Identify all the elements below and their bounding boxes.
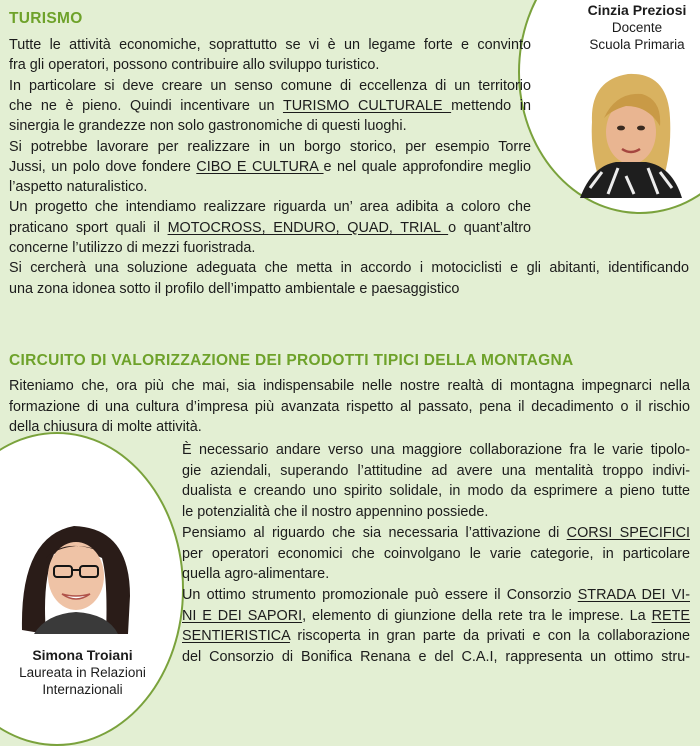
portrait-photo-bottom: [16, 510, 136, 634]
text-segment: quella agro-alimentare.: [182, 566, 330, 583]
text-line: [182, 481, 690, 501]
profile-top-role2: Scuola Primaria: [589, 37, 685, 52]
text-line: [9, 116, 531, 136]
text-segment: dualista e creando uno spirito solidale, in modo da esprimere a pieno tutte: [182, 483, 690, 500]
text-segment: o quant’altro: [448, 219, 531, 236]
text-segment: Un ottimo strumento promozionale può essere il Consorzio: [182, 586, 578, 603]
text-segment: Pensiamo al riguardo che sia necessaria l’attivazione di: [182, 524, 567, 541]
text-line: [9, 35, 531, 55]
highlight-term: CIBO E CULTURA: [196, 158, 324, 175]
profile-bottom-caption: [0, 647, 165, 698]
highlight-term: STRADA DEI VI-: [577, 586, 690, 603]
text-segment: della chiusura di molte attività.: [9, 419, 202, 436]
text-line: [182, 606, 690, 626]
text-segment: Si potrebbe lavorare per realizzare in un borgo storico, per esempio Torre: [9, 138, 531, 155]
text-line: [9, 279, 689, 299]
text-line: [182, 626, 690, 646]
text-line: [9, 96, 531, 116]
text-segment: mettendo in: [451, 97, 531, 114]
text-line: [9, 76, 531, 96]
text-line: [9, 376, 690, 396]
profile-top-name: Cinzia Preziosi: [587, 2, 687, 18]
text-line: [9, 137, 531, 157]
section-title-turismo: TURISMO: [9, 10, 83, 27]
highlight-term: TURISMO CULTURALE: [282, 97, 452, 114]
text-line: [9, 157, 531, 177]
profile-top-caption: [570, 2, 700, 53]
highlight-term: CORSI SPECIFICI: [566, 524, 690, 541]
text-segment: fra gli operatori, possono contribuire allo sviluppo turistico.: [9, 57, 380, 74]
text-segment: formazione di una cultura d’impresa più avanzata rispetto al passato, pena il decadimento o il rischio: [9, 398, 690, 415]
text-segment: Si cercherà una soluzione adeguata che metta in accordo i motociclisti e gli abitanti, identificando: [9, 260, 689, 277]
text-line: [182, 440, 690, 460]
text-segment: sinergia le grandezze non solo gastronomiche di questi luoghi.: [9, 118, 407, 135]
text-segment: praticano sport quali il: [9, 219, 168, 236]
text-segment: che ne è pieno. Quindi incentivare un: [9, 97, 283, 114]
text-line: [182, 523, 690, 543]
text-line: [182, 544, 690, 564]
text-segment: Jussi, un polo dove fondere: [9, 158, 197, 175]
text-line: [9, 417, 690, 437]
text-segment: Tutte le attività economiche, soprattutto se vi è un legame forte e convinto: [9, 37, 531, 53]
text-line: [182, 461, 690, 481]
text-line: [9, 258, 689, 278]
text-line: [9, 197, 531, 217]
text-segment: gie aziendali, superando l’attitudine ad avere una mentalità troppo indivi-: [182, 462, 690, 479]
profile-bottom-role1: Laureata in Relazioni: [19, 665, 146, 680]
text-segment: le potenzialità che il nostro appennino possiede.: [182, 504, 489, 521]
text-line: [182, 564, 690, 584]
text-segment: concerne l’utilizzo di mezzi fuoristrada.: [9, 240, 256, 256]
highlight-term: NI E DEI SAPORI: [182, 607, 303, 624]
text-segment: È necessario andare verso una maggiore collaborazione fra le varie tipolo-: [182, 442, 690, 458]
text-line: [182, 502, 690, 522]
profile-bottom-role2: Internazionali: [42, 682, 123, 697]
text-segment: Riteniamo che, ora più che mai, sia indispensabile nelle nostre realtà di montagna impegnarci nella: [9, 378, 690, 394]
text-segment: una zona idonea sotto il profilo dell’impatto ambientale e paesaggistico: [9, 280, 460, 297]
text-line: [9, 397, 690, 417]
text-segment: In particolare si deve creare un senso comune di eccellenza di un territorio: [9, 77, 531, 94]
highlight-term: RETE: [651, 607, 690, 624]
text-line: [9, 238, 531, 258]
text-segment: riscoperta in gran parte da privati e con la collaborazione: [289, 628, 690, 645]
text-line: [9, 177, 531, 197]
highlight-term: MOTOCROSS, ENDURO, QUAD, TRIAL: [167, 219, 449, 236]
text-line: [9, 218, 531, 238]
text-line: [182, 585, 690, 605]
profile-top-role1: Docente: [611, 20, 663, 35]
text-line: [182, 647, 690, 667]
text-segment: Un progetto che intendiamo realizzare riguarda un’ area adibita a coloro che: [9, 199, 531, 216]
section-title-circuito: CIRCUITO DI VALORIZZAZIONE DEI PRODOTTI TIPICI DELLA MONTAGNA: [9, 352, 574, 369]
text-segment: e nel quale approfondire meglio: [323, 158, 531, 175]
text-segment: , elemento di giunzione della rete tra le imprese. La: [302, 607, 652, 624]
text-segment: l’aspetto naturalistico.: [9, 179, 148, 196]
text-segment: del Consorzio di Bonifica Renana e del C.A.I, rappresenta un ottimo stru-: [182, 649, 690, 665]
highlight-term: SENTIERISTICA: [182, 628, 290, 645]
profile-bottom-name: Simona Troiani: [32, 647, 133, 663]
portrait-photo-top: [576, 66, 686, 198]
text-line: [9, 55, 531, 75]
text-segment: per operatori economici che coinvolgano le varie categorie, in particolare: [182, 545, 690, 562]
